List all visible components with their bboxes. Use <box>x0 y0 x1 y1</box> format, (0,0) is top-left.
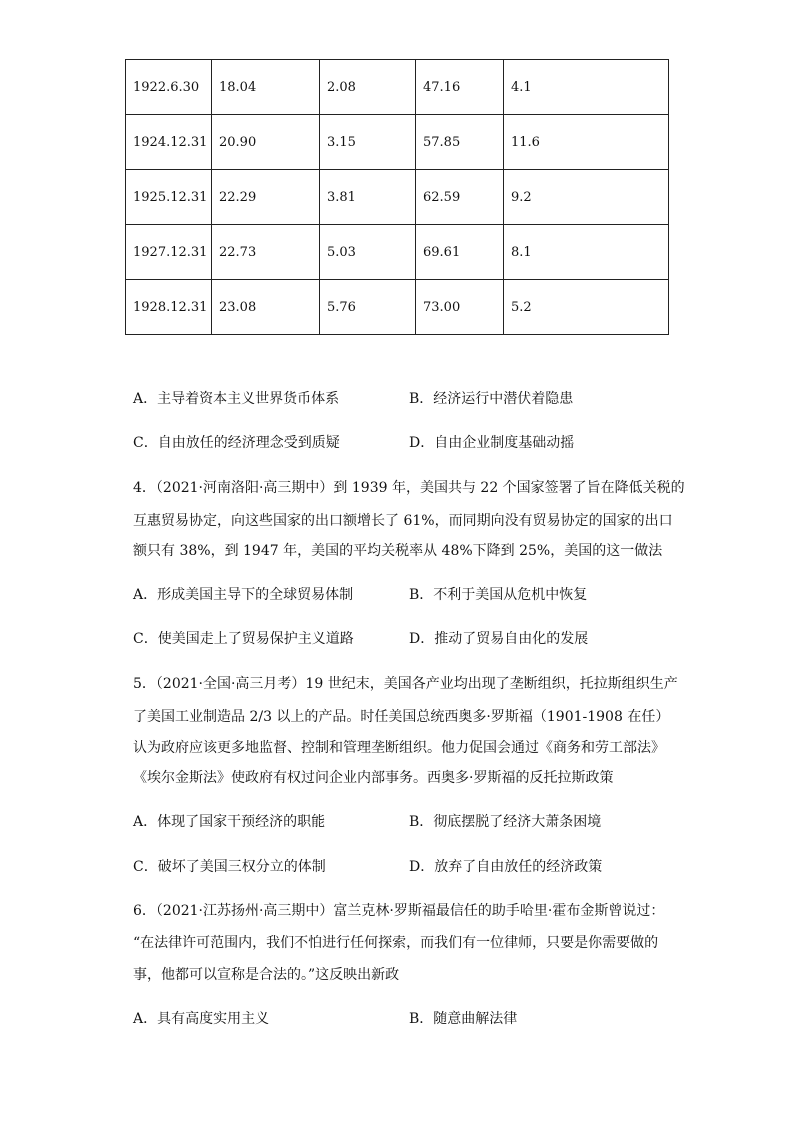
q5-stem-line: 《埃尔金斯法》使政府有权过问企业内部事务。西奥多·罗斯福的反托拉斯政策 <box>133 770 614 786</box>
table-row <box>126 60 669 115</box>
table-cell: 57.85 <box>416 115 504 170</box>
table-cell: 1922.6.30 <box>126 60 212 115</box>
q5-option-b[interactable]: B．彻底摆脱了经济大萧条困境 <box>409 814 602 830</box>
table-cell: 22.29 <box>212 170 320 225</box>
table-cell: 4.1 <box>504 60 669 115</box>
q5-option-c[interactable]: C．破坏了美国三权分立的体制 <box>133 859 326 875</box>
q4-stem-line: 互惠贸易协定，向这些国家的出口额增长了 61%，而同期向没有贸易协定的国家的出口 <box>133 513 673 529</box>
table-cell: 5.2 <box>504 280 669 335</box>
table-cell: 3.81 <box>320 170 416 225</box>
q3-option-b[interactable]: B．经济运行中潜伏着隐患 <box>409 391 574 407</box>
q5-stem-line: 5．（2021·全国·高三月考）19 世纪末，美国各产业均出现了垄断组织，托拉斯组织生产 <box>133 676 678 692</box>
q3-option-d[interactable]: D．自由企业制度基础动摇 <box>409 435 575 451</box>
q3-option-c[interactable]: C．自由放任的经济理念受到质疑 <box>133 435 340 451</box>
table-cell: 5.76 <box>320 280 416 335</box>
q6-option-b[interactable]: B．随意曲解法律 <box>409 1011 518 1027</box>
q4-stem-line: 额只有 38%，到 1947 年，美国的平均关税率从 48%下降到 25%，美国的这一做法 <box>133 543 663 559</box>
q6-stem-line: 6．（2021·江苏扬州·高三期中）富兰克林·罗斯福最信任的助手哈里·霍布金斯曾说过： <box>133 903 665 919</box>
table-cell: 9.2 <box>504 170 669 225</box>
table-cell: 2.08 <box>320 60 416 115</box>
table-cell: 1928.12.31 <box>126 280 212 335</box>
q6-option-a[interactable]: A．具有高度实用主义 <box>133 1011 270 1027</box>
q3-option-a[interactable]: A．主导着资本主义世界货币体系 <box>133 391 340 407</box>
q4-option-a[interactable]: A．形成美国主导下的全球贸易体制 <box>133 587 354 603</box>
q4-stem-line: 4．（2021·河南洛阳·高三期中）到 1939 年，美国共与 22 个国家签署了旨在降低关税的 <box>133 480 685 496</box>
table-cell: 5.03 <box>320 225 416 280</box>
q6-stem-line: “在法律许可范围内，我们不怕进行任何探索，而我们有一位律师，只要是你需要做的 <box>133 935 659 951</box>
data-table <box>125 59 669 335</box>
table-row <box>126 225 669 280</box>
q4-option-c[interactable]: C．使美国走上了贸易保护主义道路 <box>133 631 354 647</box>
q4-option-b[interactable]: B．不利于美国从危机中恢复 <box>409 587 588 603</box>
table-cell: 69.61 <box>416 225 504 280</box>
table-cell: 8.1 <box>504 225 669 280</box>
q6-stem-line: 事，他都可以宣称是合法的。”这反映出新政 <box>133 967 400 983</box>
q5-stem-line: 了美国工业制造品 2/3 以上的产品。时任美国总统西奥多·罗斯福（1901-1908 在任） <box>133 709 670 725</box>
q5-option-d[interactable]: D．放弃了自由放任的经济政策 <box>409 859 603 875</box>
table-cell: 1925.12.31 <box>126 170 212 225</box>
q5-options-row-2 <box>133 856 693 878</box>
q6-options-row-1 <box>133 1008 693 1030</box>
q5-options-row-1 <box>133 811 693 833</box>
table-cell: 18.04 <box>212 60 320 115</box>
q3-options-row-2 <box>133 432 693 454</box>
table-cell: 73.00 <box>416 280 504 335</box>
table-cell: 47.16 <box>416 60 504 115</box>
table-row <box>126 115 669 170</box>
table-cell: 1927.12.31 <box>126 225 212 280</box>
q4-options-row-2 <box>133 628 693 650</box>
table-cell: 3.15 <box>320 115 416 170</box>
q5-stem-line: 认为政府应该更多地监督、控制和管理垄断组织。他力促国会通过《商务和劳工部法》 <box>133 740 665 756</box>
q5-option-a[interactable]: A．体现了国家干预经济的职能 <box>133 814 326 830</box>
table-cell: 20.90 <box>212 115 320 170</box>
table-cell: 11.6 <box>504 115 669 170</box>
table-cell: 23.08 <box>212 280 320 335</box>
table-cell: 22.73 <box>212 225 320 280</box>
q4-options-row-1 <box>133 584 693 606</box>
table-row <box>126 280 669 335</box>
q3-options-row-1 <box>133 388 693 410</box>
table-cell: 62.59 <box>416 170 504 225</box>
table-row <box>126 170 669 225</box>
table-cell: 1924.12.31 <box>126 115 212 170</box>
q4-option-d[interactable]: D．推动了贸易自由化的发展 <box>409 631 589 647</box>
